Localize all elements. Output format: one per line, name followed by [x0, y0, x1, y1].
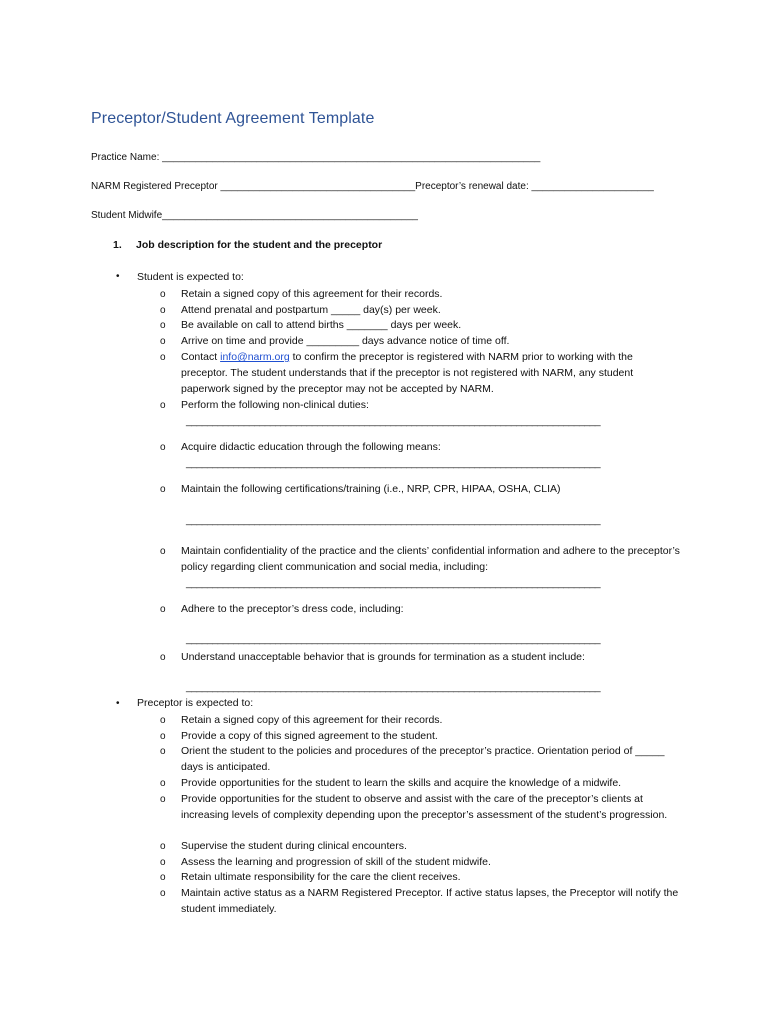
- student-expectations-label: Student is expected to:: [137, 271, 244, 283]
- list-item: o Supervise the student during clinical encounters.: [160, 839, 680, 855]
- list-item: o Attend prenatal and postpartum _____ day(s) per week.: [160, 303, 680, 319]
- sub-bullet-icon: o: [160, 289, 166, 300]
- sub-bullet-icon: o: [160, 857, 166, 868]
- sub-bullet-icon: o: [160, 305, 166, 316]
- list-item: o Provide opportunities for the student to learn the skills and acquire the knowledge of a midwife.: [160, 776, 680, 792]
- fill-in-line[interactable]: _______________________________________________________________________________: [186, 514, 600, 526]
- fill-in-line[interactable]: _______________________________________________________________________________: [186, 457, 600, 469]
- sub-bullet-icon: o: [160, 778, 166, 789]
- list-item: o Maintain the following certifications/training (i.e., NRP, CPR, HIPAA, OSHA, CLIA): [160, 482, 680, 498]
- list-item: o Understand unacceptable behavior that is grounds for termination as a student include:: [160, 650, 680, 666]
- fill-in-line[interactable]: _______________________________________________________________________________: [186, 577, 600, 589]
- list-item: o Retain a signed copy of this agreement for their records.: [160, 287, 680, 303]
- preceptor-expectations-label: Preceptor is expected to:: [137, 697, 254, 709]
- sub-bullet-icon: o: [160, 715, 166, 726]
- list-item: o Perform the following non-clinical duties:: [160, 398, 680, 414]
- document-title: Preceptor/Student Agreement Template: [91, 110, 375, 127]
- sub-bullet-icon: o: [160, 872, 166, 883]
- list-item: o Retain ultimate responsibility for the care the client receives.: [160, 870, 680, 886]
- student-midwife-field[interactable]: Student Midwife______________________________________________: [91, 210, 418, 221]
- list-item: o Retain a signed copy of this agreement for their records.: [160, 713, 680, 729]
- fill-in-line[interactable]: _______________________________________________________________________________: [186, 633, 600, 645]
- sub-bullet-icon: o: [160, 731, 166, 742]
- fill-in-line[interactable]: _______________________________________________________________________________: [186, 681, 600, 693]
- list-item: o Provide a copy of this signed agreement to the student.: [160, 729, 680, 745]
- sub-bullet-icon: o: [160, 400, 166, 411]
- sub-bullet-icon: o: [160, 604, 166, 615]
- list-item: o Maintain confidentiality of the practice and the clients’ confidential information and adhere to the preceptor’s policy regarding client communication and social media, including:: [160, 545, 680, 573]
- sub-bullet-icon: o: [160, 320, 166, 331]
- list-item: o Adhere to the preceptor’s dress code, including:: [160, 602, 680, 618]
- practice-name-field[interactable]: Practice Name: ____________________________________________________________________: [91, 152, 541, 163]
- narm-preceptor-field[interactable]: NARM Registered Preceptor ___________________________________Preceptor’s renewal date: ______________________: [91, 181, 654, 192]
- bullet-icon: •: [116, 698, 120, 709]
- section-1-heading: [113, 239, 382, 251]
- sub-bullet-icon: o: [160, 484, 166, 495]
- list-item-contact: o Contact info@narm.org to confirm the preceptor is registered with NARM prior to working with the preceptor. The student understands that if the preceptor is not registered with NARM, any student paperwork signed by the preceptor may not be accepted by NARM.: [160, 351, 634, 395]
- fill-in-line[interactable]: _______________________________________________________________________________: [186, 415, 600, 427]
- narm-email-link[interactable]: info@narm.org: [220, 351, 290, 363]
- list-item: o Provide opportunities for the student to observe and assist with the care of the preceptor’s clients at increasing levels of complexity depending upon the preceptor’s assessment of the student’s progression.: [160, 793, 668, 821]
- list-item: o Acquire didactic education through the following means:: [160, 440, 680, 456]
- list-item: o Assess the learning and progression of skill of the student midwife.: [160, 855, 680, 871]
- section-heading-text: Job description for the student and the preceptor: [136, 239, 383, 251]
- list-item: o Be available on call to attend births _______ days per week.: [160, 318, 680, 334]
- sub-bullet-icon: o: [160, 888, 166, 899]
- bullet-icon: •: [116, 271, 120, 282]
- sub-bullet-icon: o: [160, 336, 166, 347]
- sub-bullet-icon: o: [160, 352, 166, 363]
- sub-bullet-icon: o: [160, 794, 166, 805]
- list-item: o Arrive on time and provide _________ days advance notice of time off.: [160, 334, 680, 350]
- list-item: o Orient the student to the policies and procedures of the preceptor’s practice. Orientation period of _____ days is anticipated.: [160, 745, 665, 773]
- sub-bullet-icon: o: [160, 652, 166, 663]
- sub-bullet-icon: o: [160, 841, 166, 852]
- section-number: 1.: [113, 239, 122, 251]
- list-item: o Maintain active status as a NARM Registered Preceptor. If active status lapses, the Preceptor will notify the student immediately.: [160, 887, 679, 915]
- sub-bullet-icon: o: [160, 546, 166, 557]
- sub-bullet-icon: o: [160, 442, 166, 453]
- sub-bullet-icon: o: [160, 746, 166, 757]
